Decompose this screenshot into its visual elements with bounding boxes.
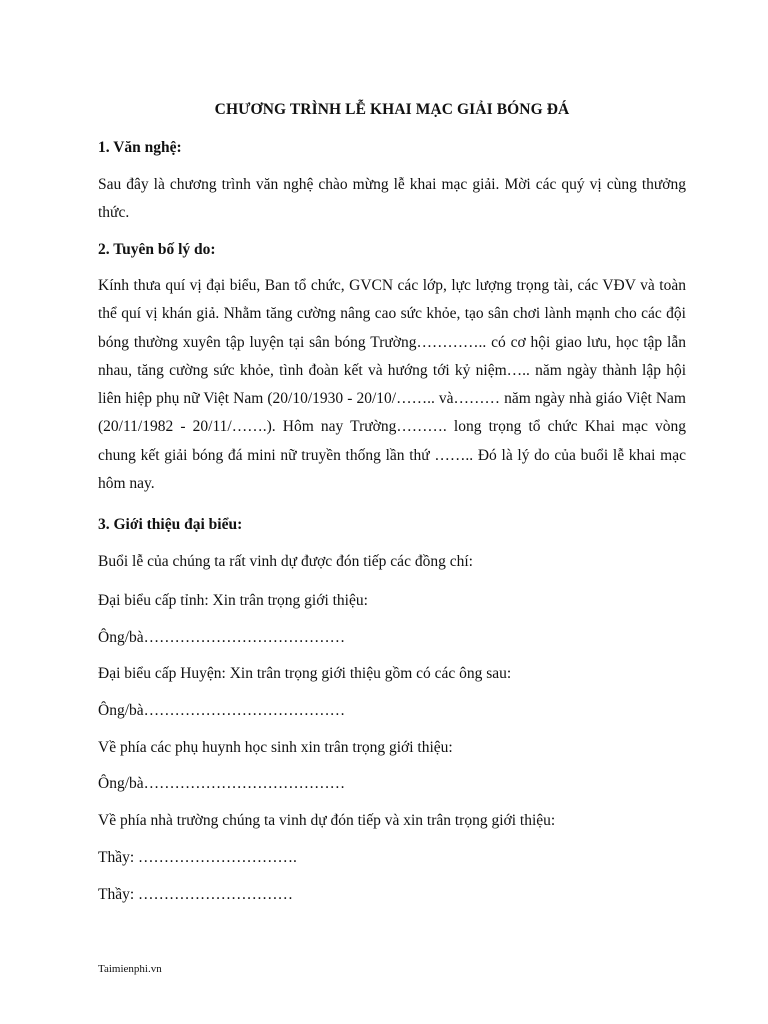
document-title: CHƯƠNG TRÌNH LỄ KHAI MẠC GIẢI BÓNG ĐÁ xyxy=(214,101,570,118)
school-delegate-line: Về phía nhà trường chúng ta vinh dự đón tiếp và xin trân trọng giới thiệu: xyxy=(98,812,556,829)
section-2-text: Kính thưa quí vị đại biểu, Ban tổ chức, GVCN các lớp, lực lượng trọng tài, các VĐV và toàn thể quí vị khán giả. Nhằm tăng cường nâng cao sức khỏe, tạo sân chơi lành mạnh cho các đội bóng thường xuyên tập luyện tại sân bóng Trường………….. có cơ hội giao lưu, học tập lẫn nhau, tăng cường sức khỏe, tình đoàn kết và hướng tới kỷ niệm….. năm ngày thành lập hội liên hiệp phụ nữ Việt Nam (20/10/1930 - 20/10/…….. và……… năm ngày nhà giáo Việt Nam (20/11/1982 - 20/11/…….). Hôm nay Trường………. long trọng tổ chức Khai mạc vòng chung kết giải bóng đá mini nữ truyền thống lần thứ …….. Đó là lý do của buổi lễ khai mạc hôm nay. xyxy=(98,277,686,493)
teacher-line: Thầy: …………………………. xyxy=(98,849,297,866)
province-delegate-line: Đại biểu cấp tỉnh: Xin trân trọng giới thiệu: xyxy=(98,592,368,609)
section-3-heading: 3. Giới thiệu đại biểu: xyxy=(98,516,243,533)
footer-watermark: Taimienphi.vn xyxy=(98,963,162,975)
placeholder-line: Ông/bà………………………………… xyxy=(98,702,346,719)
placeholder-line: Ông/bà………………………………… xyxy=(98,775,346,792)
section-1-heading: 1. Văn nghệ: xyxy=(98,139,182,156)
teacher-line: Thầy: ………………………… xyxy=(98,886,294,903)
section-2-heading: 2. Tuyên bố lý do: xyxy=(98,241,216,258)
parents-delegate-line: Về phía các phụ huynh học sinh xin trân trọng giới thiệu: xyxy=(98,739,453,756)
intro-line: Buổi lễ của chúng ta rất vinh dự được đón tiếp các đồng chí: xyxy=(98,553,473,570)
placeholder-line: Ông/bà………………………………… xyxy=(98,629,346,646)
section-1-text: Sau đây là chương trình văn nghệ chào mừng lễ khai mạc giải. Mời các quý vị cùng thưởng thức. xyxy=(98,176,686,222)
district-delegate-line: Đại biểu cấp Huyện: Xin trân trọng giới thiệu gồm có các ông sau: xyxy=(98,665,512,682)
